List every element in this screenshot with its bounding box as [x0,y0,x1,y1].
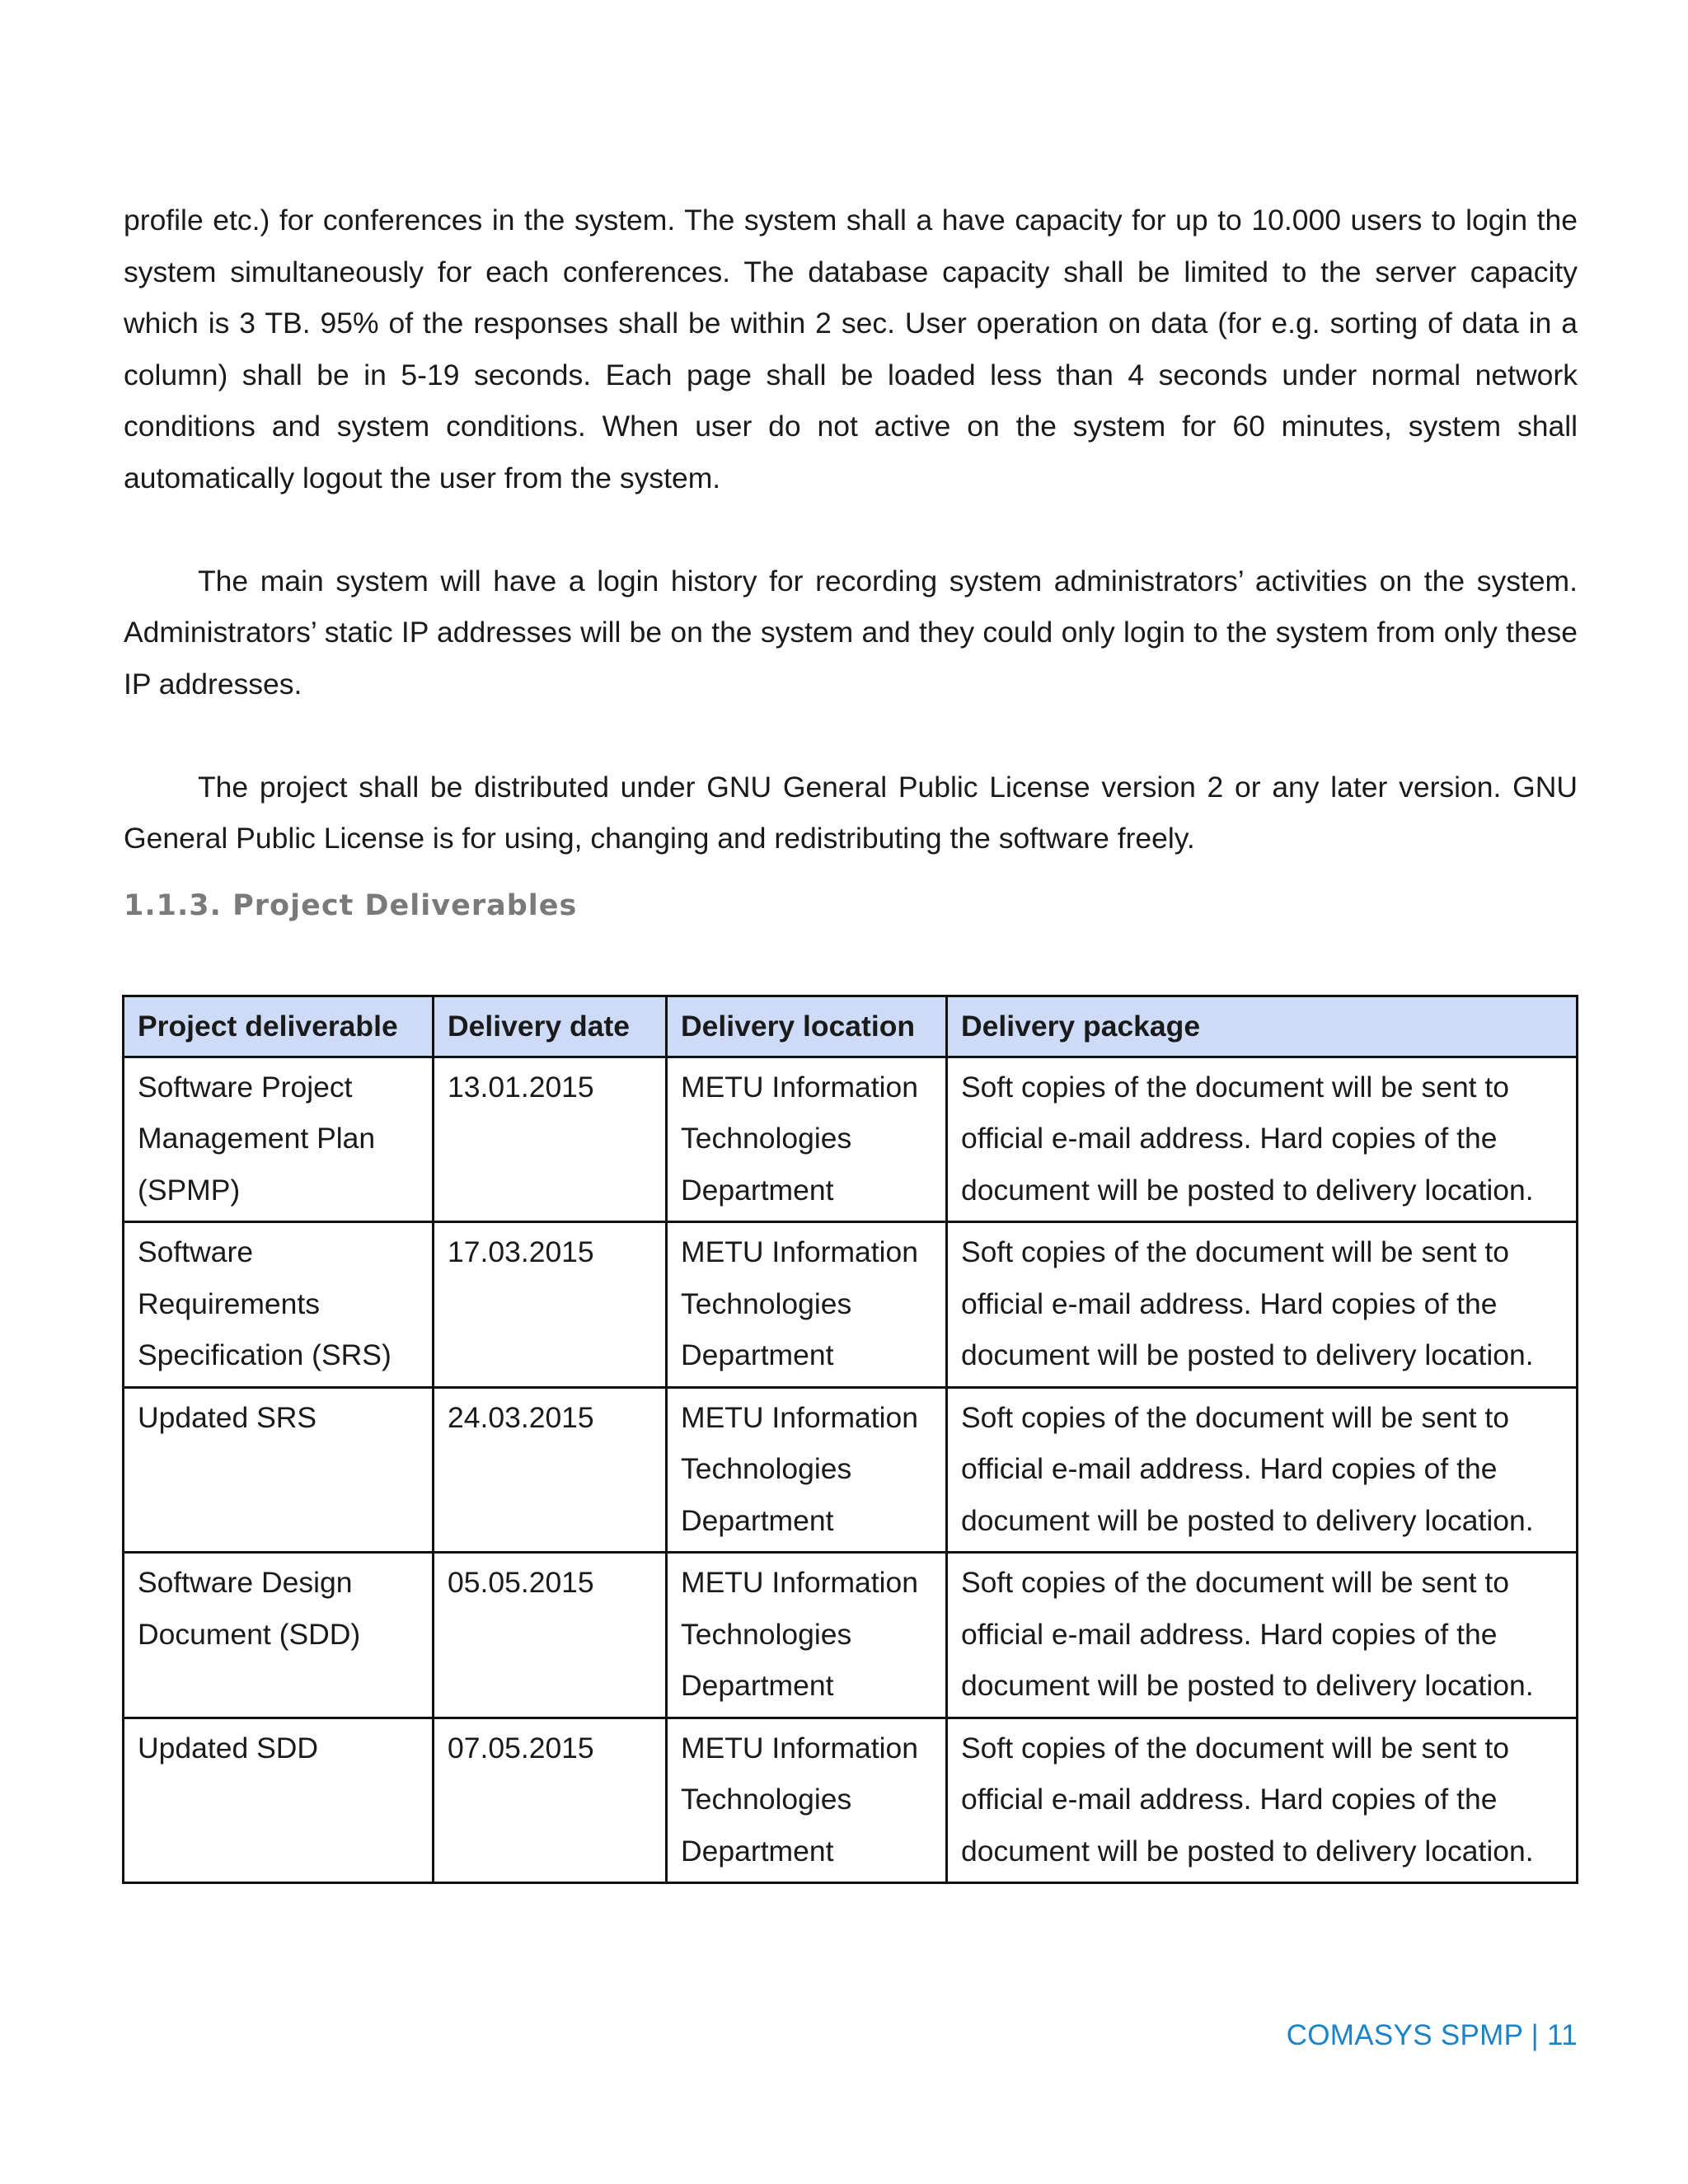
cell-date: 07.05.2015 [434,1718,667,1883]
cell-deliverable: Software Design Document (SDD) [124,1553,434,1718]
cell-package: Soft copies of the document will be sent to official e-mail address. Hard copies of the document will be posted to delivery location. [947,1387,1578,1553]
cell-location: METU Information Technologies Department [667,1387,947,1553]
cell-package: Soft copies of the document will be sent to official e-mail address. Hard copies of the document will be posted to delivery location. [947,1222,1578,1388]
cell-deliverable: Software Requirements Specification (SRS) [124,1222,434,1388]
document-body [124,194,1578,930]
header-project-deliverable: Project deliverable [124,996,434,1057]
cell-package: Soft copies of the document will be sent to official e-mail address. Hard copies of the document will be posted to delivery location. [947,1057,1578,1222]
cell-deliverable: Software Project Management Plan (SPMP) [124,1057,434,1222]
cell-package: Soft copies of the document will be sent to official e-mail address. Hard copies of the document will be posted to delivery location. [947,1553,1578,1718]
table-row [124,1553,1578,1718]
table-row [124,1057,1578,1222]
table-header-row [124,996,1578,1057]
cell-date: 13.01.2015 [434,1057,667,1222]
cell-package: Soft copies of the document will be sent to official e-mail address. Hard copies of the document will be posted to delivery location. [947,1718,1578,1883]
body-paragraph-2: The main system will have a login history for recording system administrators’ activities on the system. Administrators’ static IP addresses will be on the system and they could only login to the system from only these IP addresses. [124,564,1578,701]
cell-location: METU Information Technologies Department [667,1222,947,1388]
header-delivery-location: Delivery location [667,996,947,1057]
section-heading: 1.1.3. Project Deliverables [124,888,578,922]
table-row [124,1718,1578,1883]
cell-date: 05.05.2015 [434,1553,667,1718]
cell-deliverable: Updated SRS [124,1387,434,1553]
paragraph-spacer [124,504,1578,555]
cell-location: METU Information Technologies Department [667,1553,947,1718]
deliverables-table [122,995,1578,1884]
header-delivery-date: Delivery date [434,996,667,1057]
cell-location: METU Information Technologies Department [667,1718,947,1883]
cell-date: 17.03.2015 [434,1222,667,1388]
cell-deliverable: Updated SDD [124,1718,434,1883]
cell-date: 24.03.2015 [434,1387,667,1553]
paragraph-spacer [124,710,1578,762]
page-footer: COMASYS SPMP | 11 [1286,2019,1578,2051]
table-row [124,1222,1578,1388]
cell-location: METU Information Technologies Department [667,1057,947,1222]
body-paragraph-3: The project shall be distributed under GNU General Public License version 2 or any later version. GNU General Public License is for using, changing and redistributing the software freely. [124,770,1578,855]
header-delivery-package: Delivery package [947,996,1578,1057]
body-paragraph-1: profile etc.) for conferences in the system. The system shall a have capacity for up to 10.000 users to login the system simultaneously for each conferences. The database capacity shall be limited to the server capacity which is 3 TB. 95% of the responses shall be within 2 sec. User operation on data (for e.g. sorting of data in a column) shall be in 5-19 seconds. Each page shall be loaded less than 4 seconds under normal network conditions and system conditions. When user do not active on the system for 60 minutes, system shall automatically logout the user from the system. [124,204,1578,494]
table-row [124,1387,1578,1553]
